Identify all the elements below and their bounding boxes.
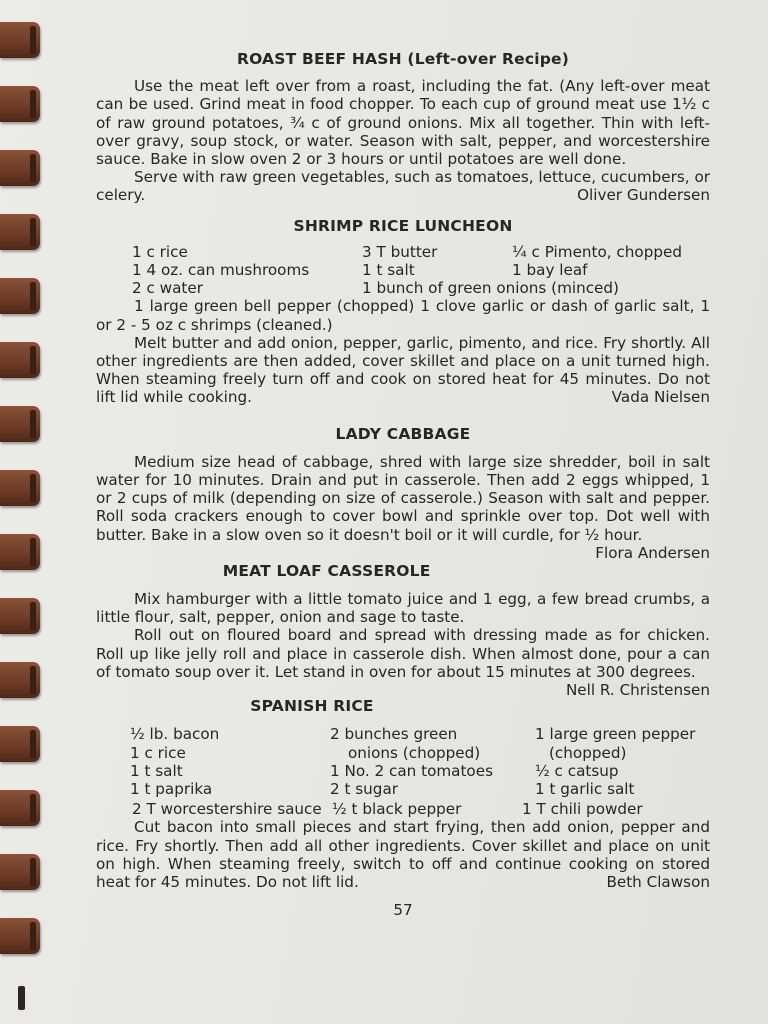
recipe-title: MEAT LOAF CASSEROLE xyxy=(222,561,431,580)
binding-ring xyxy=(0,790,40,826)
binding-ring xyxy=(0,598,40,634)
recipe-paragraph: Roll out on floured board and spread with dressing made as for chicken. Roll up like jelly roll and place in casserole dish. When almost done, pour a can of tomato soup over it. Let stand in oven for about 15 minutes at 300 degrees. Nell R. Christensen xyxy=(96,626,710,700)
ingredient: 1 No. 2 can tomatoes xyxy=(330,761,493,780)
binding-ring xyxy=(0,534,40,570)
ingredient: ½ t black pepper xyxy=(332,800,462,819)
ingredient: 1 c rice xyxy=(132,242,188,261)
binding-ring xyxy=(0,150,40,186)
recipe-paragraph: Mix hamburger with a little tomato juice and 1 egg, a few bread crumbs, a little flour, salt, pepper, onion and sage to taste. xyxy=(96,590,710,627)
binding-ring xyxy=(0,86,40,122)
ingredient: 2 t sugar xyxy=(330,779,399,798)
ingredient: ½ lb. bacon xyxy=(130,725,220,744)
binding-ring xyxy=(0,278,40,314)
binding-ring xyxy=(0,342,40,378)
binding-ring xyxy=(0,214,40,250)
binding-ring xyxy=(0,854,40,890)
ingredient: 1 t salt xyxy=(130,761,183,780)
binding-hole xyxy=(18,986,25,1010)
ingredient: ¼ c Pimento, chopped xyxy=(512,242,682,261)
binding-ring xyxy=(0,22,40,58)
recipe-paragraph: Serve with raw green vegetables, such as tomatoes, lettuce, cucumbers, or celery. Oliver Gundersen xyxy=(96,168,710,205)
ingredient: 1 t garlic salt xyxy=(535,779,635,798)
recipe-author: Beth Clawson xyxy=(606,872,710,891)
ingredient-list xyxy=(96,243,710,298)
ingredient: 1 t paprika xyxy=(130,779,213,798)
binding-ring xyxy=(0,918,40,954)
recipe-paragraph: Medium size head of cabbage, shred with large size shredder, boil in salt water for 10 minutes. Drain and put in casserole. Then add 2 eggs whipped, 1 or 2 cups of milk (depending on size of casserole.) Season with salt and pepper. Roll soda crackers enough to cover bowl and sprinkle over top. Dot well with butter. Bake in a slow oven so it doesn't boil or it will curdle, for ½ hour. Flora Andersen xyxy=(96,452,710,562)
ingredient: 1 t salt xyxy=(362,261,415,280)
ingredient: 1 4 oz. can mushrooms xyxy=(132,261,310,280)
recipe-title: SHRIMP RICE LUNCHEON xyxy=(293,216,513,235)
recipe-author: Oliver Gundersen xyxy=(577,186,710,205)
binding-ring xyxy=(0,406,40,442)
recipe-title: SPANISH RICE xyxy=(250,697,374,716)
ingredient: 2 c water xyxy=(132,279,203,298)
recipe-paragraph: Use the meat left over from a roast, including the fat. (Any left-over meat can be used. Grind meat in food chopper. To each cup of ground meat use 1½ c of raw ground potatoes, ¾ c of ground onions. Mix all together. Thin with left-over gravy, soup stock, or water. Season with salt, pepper, and worcestershire sauce. Bake in slow oven 2 or 3 hours or until potatoes are well done. xyxy=(96,77,710,169)
ingredient: 1 T chili powder xyxy=(522,800,643,819)
ingredient: 2 bunches green xyxy=(330,725,458,744)
recipe-paragraph: 1 large green bell pepper (chopped) 1 clove garlic or dash of garlic salt, 1 or 2 - 5 oz c shrimps (cleaned.) xyxy=(96,297,710,334)
ingredient: onions (chopped) xyxy=(348,743,481,762)
ingredient: 1 large green pepper xyxy=(535,725,696,744)
binding-ring xyxy=(0,726,40,762)
recipe-author: Nell R. Christensen xyxy=(565,681,710,700)
spiral-binding xyxy=(0,0,40,1024)
ingredient: 1 bunch of green onions (minced) xyxy=(362,279,619,298)
ingredient-line xyxy=(96,800,710,818)
recipe-paragraph: Cut bacon into small pieces and start frying, then add onion, pepper and rice. Fry shortly. Then add all other ingredients. Cover skillet and place on unit on high. When steaming freely, switch to off and continue cooking on stored heat for 45 minutes. Do not lift lid. Beth Clawson xyxy=(96,818,710,891)
recipe-title: LADY CABBAGE xyxy=(335,424,471,443)
recipe-author: Vada Nielsen xyxy=(611,388,710,407)
recipe-author: Flora Andersen xyxy=(595,543,710,562)
ingredient: ½ c catsup xyxy=(535,761,619,780)
ingredient: 1 c rice xyxy=(130,743,186,762)
page-number: 57 xyxy=(393,901,413,920)
binding-ring xyxy=(0,470,40,506)
binding-ring xyxy=(0,662,40,698)
page-content xyxy=(96,50,710,919)
ingredient: (chopped) xyxy=(549,743,627,762)
ingredient: 1 bay leaf xyxy=(512,261,588,280)
ingredient-list xyxy=(96,725,710,798)
recipe-paragraph: Melt butter and add onion, pepper, garlic, pimento, and rice. Fry shortly. All other ingredients are then added, cover skillet and place on a unit turned high. When steaming freely turn off and cook on stored heat for 45 minutes. Do not lift lid while cooking. Vada Nielsen xyxy=(96,333,710,407)
ingredient: 2 T worcestershire sauce xyxy=(132,800,322,819)
ingredient: 3 T butter xyxy=(362,242,438,261)
recipe-title: ROAST BEEF HASH (Left-over Recipe) xyxy=(236,50,570,68)
